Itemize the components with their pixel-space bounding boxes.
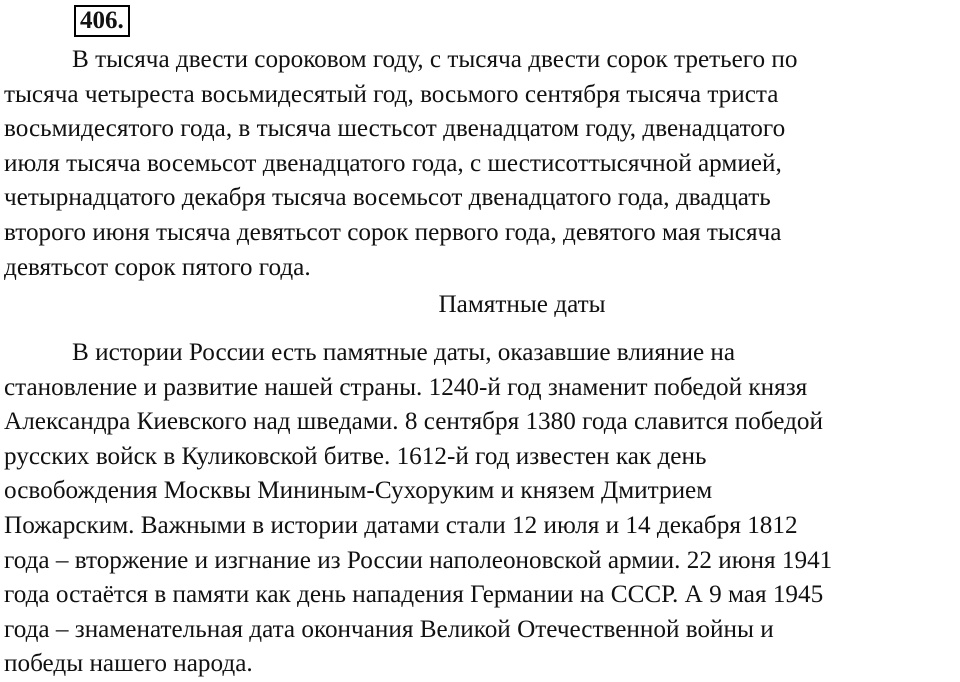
paragraph-line: победы нашего народа.	[4, 650, 253, 678]
section-title: Памятные даты	[438, 291, 606, 318]
exercise-number: 406.	[80, 7, 124, 34]
paragraph-line: становление и развитие нашей страны. 1240-й год знаменит победой князя	[4, 373, 808, 401]
paragraph-line: русских войск в Куликовской битве. 1612-й год известен как день	[4, 442, 707, 470]
paragraph-line: второго июня тысяча девятьсот сорок первого года, девятого мая тысяча	[4, 218, 782, 246]
paragraph-line: девятьсот сорок пятого года.	[4, 253, 311, 281]
paragraph-line: июля тысяча восемьсот двенадцатого года, с шестисоттысячной армией,	[4, 149, 782, 177]
paragraph-line: четырнадцатого декабря тысяча восемьсот двенадцатого года, двадцать	[4, 184, 771, 212]
paragraph-line: В тысяча двести сороковом году, с тысяча двести сорок третьего по	[72, 46, 798, 73]
exercise-paragraph	[4, 43, 956, 285]
paragraph-line: В истории России есть памятные даты, оказавшие влияние на	[72, 339, 736, 366]
paragraph-line: тысяча четыреста восьмидесятый год, восьмого сентября тысяча триста	[4, 80, 779, 108]
paragraph-line: года остаётся в памяти как день нападения Германии на СССР. А 9 мая 1945	[4, 581, 824, 609]
exercise-number-box	[74, 5, 130, 37]
paragraph-line: года – вторжение и изгнание из России наполеоновской армии. 22 июня 1941	[4, 546, 833, 574]
paragraph-line: Александра Киевского над шведами. 8 сентября 1380 года славится победой	[4, 408, 823, 436]
paragraph-line: Пожарским. Важными в истории датами стали 12 июля и 14 декабря 1812	[4, 511, 798, 539]
paragraph-line: освобождения Москвы Мининым-Сухоруким и князем Дмитрием	[4, 477, 713, 505]
paragraph-line: года – знаменательная дата окончания Великой Отечественной войны и	[4, 615, 774, 643]
paragraph-line: восьмидесятого года, в тысяча шестьсот двенадцатом году, двенадцатого	[4, 115, 786, 143]
text-paragraph	[4, 336, 956, 682]
